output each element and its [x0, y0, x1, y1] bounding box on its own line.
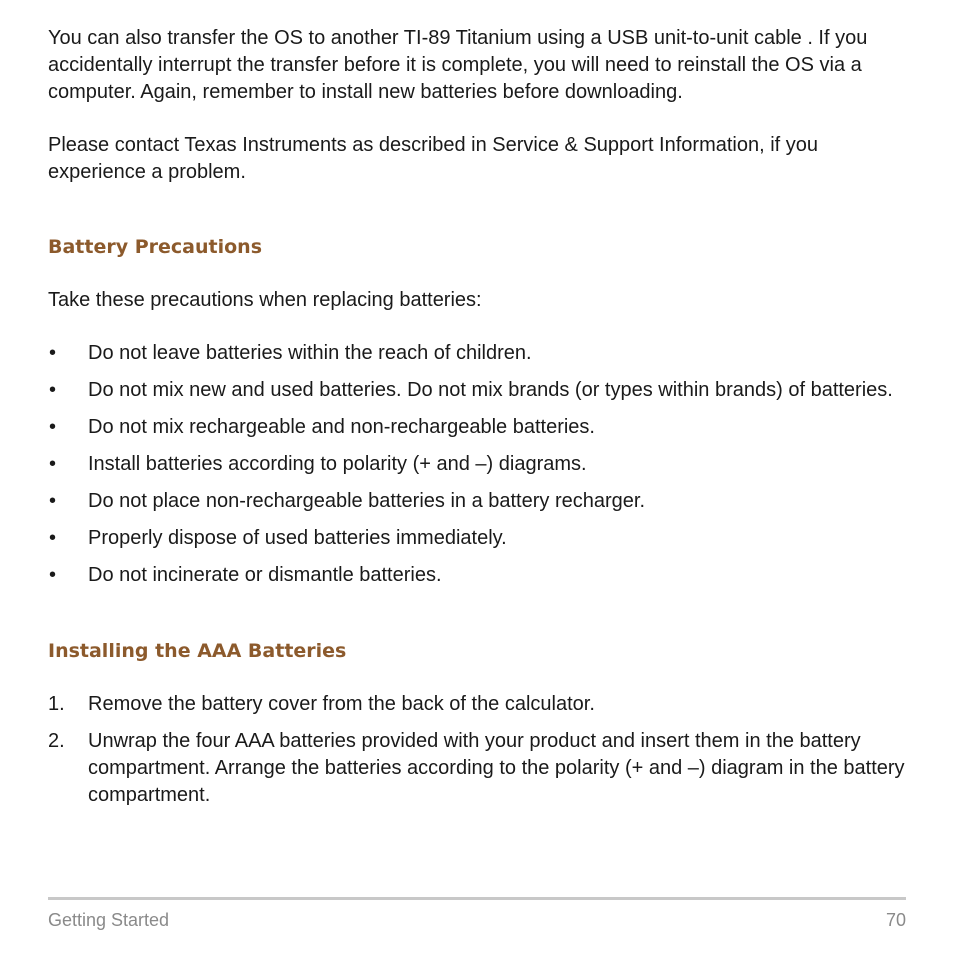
list-item-text: Install batteries according to polarity (+ and –) diagrams. [88, 453, 587, 475]
intro-paragraph-os-transfer: You can also transfer the OS to another TI-89 Titanium using a USB unit-to-unit cable . If you accidentally interrupt the transfer before it is complete, you will need to reinstall the OS via a computer. Again, remember to install new batteries before downloading. [48, 27, 868, 103]
list-item-text: Do not mix rechargeable and non-rechargeable batteries. [88, 416, 595, 438]
footer-divider [48, 897, 906, 900]
step-item [48, 728, 906, 809]
bullet-icon: • [49, 379, 57, 401]
installing-batteries-heading: Installing the AAA Batteries [48, 640, 347, 662]
step-item [48, 691, 906, 718]
battery-precautions-list [48, 340, 906, 589]
document-body [48, 25, 906, 809]
list-item-text: Properly dispose of used batteries immediately. [88, 527, 507, 549]
intro-paragraph-contact: Please contact Texas Instruments as described in Service & Support Information, if you experience a problem. [48, 134, 819, 183]
list-item [48, 562, 906, 589]
bullet-icon: • [49, 564, 57, 586]
step-text: Remove the battery cover from the back of the calculator. [88, 693, 595, 715]
step-text: Unwrap the four AAA batteries provided with your product and insert them in the battery compartment. Arrange the batteries according to the polarity (+ and –) diagram in the battery compartment. [88, 730, 905, 806]
installing-steps-list [48, 691, 906, 809]
battery-precautions-intro: Take these precautions when replacing batteries: [48, 289, 482, 311]
list-item [48, 340, 906, 367]
bullet-icon: • [49, 453, 57, 475]
bullet-icon: • [49, 416, 57, 438]
bullet-icon: • [49, 527, 57, 549]
list-item [48, 414, 906, 441]
bullet-icon: • [49, 342, 57, 364]
footer-page-number: 70 [885, 910, 906, 930]
list-item [48, 377, 906, 404]
list-item [48, 451, 906, 478]
battery-precautions-heading: Battery Precautions [48, 236, 263, 258]
list-item [48, 488, 906, 515]
list-item-text: Do not place non-rechargeable batteries in a battery recharger. [88, 490, 646, 512]
step-number: 2. [48, 730, 65, 752]
footer-section-title: Getting Started [48, 910, 170, 930]
list-item-text: Do not incinerate or dismantle batteries. [88, 564, 442, 586]
list-item [48, 525, 906, 552]
list-item-text: Do not mix new and used batteries. Do not mix brands (or types within brands) of batteries. [88, 379, 893, 401]
list-item-text: Do not leave batteries within the reach of children. [88, 342, 532, 364]
step-number: 1. [48, 693, 65, 715]
bullet-icon: • [49, 490, 57, 512]
